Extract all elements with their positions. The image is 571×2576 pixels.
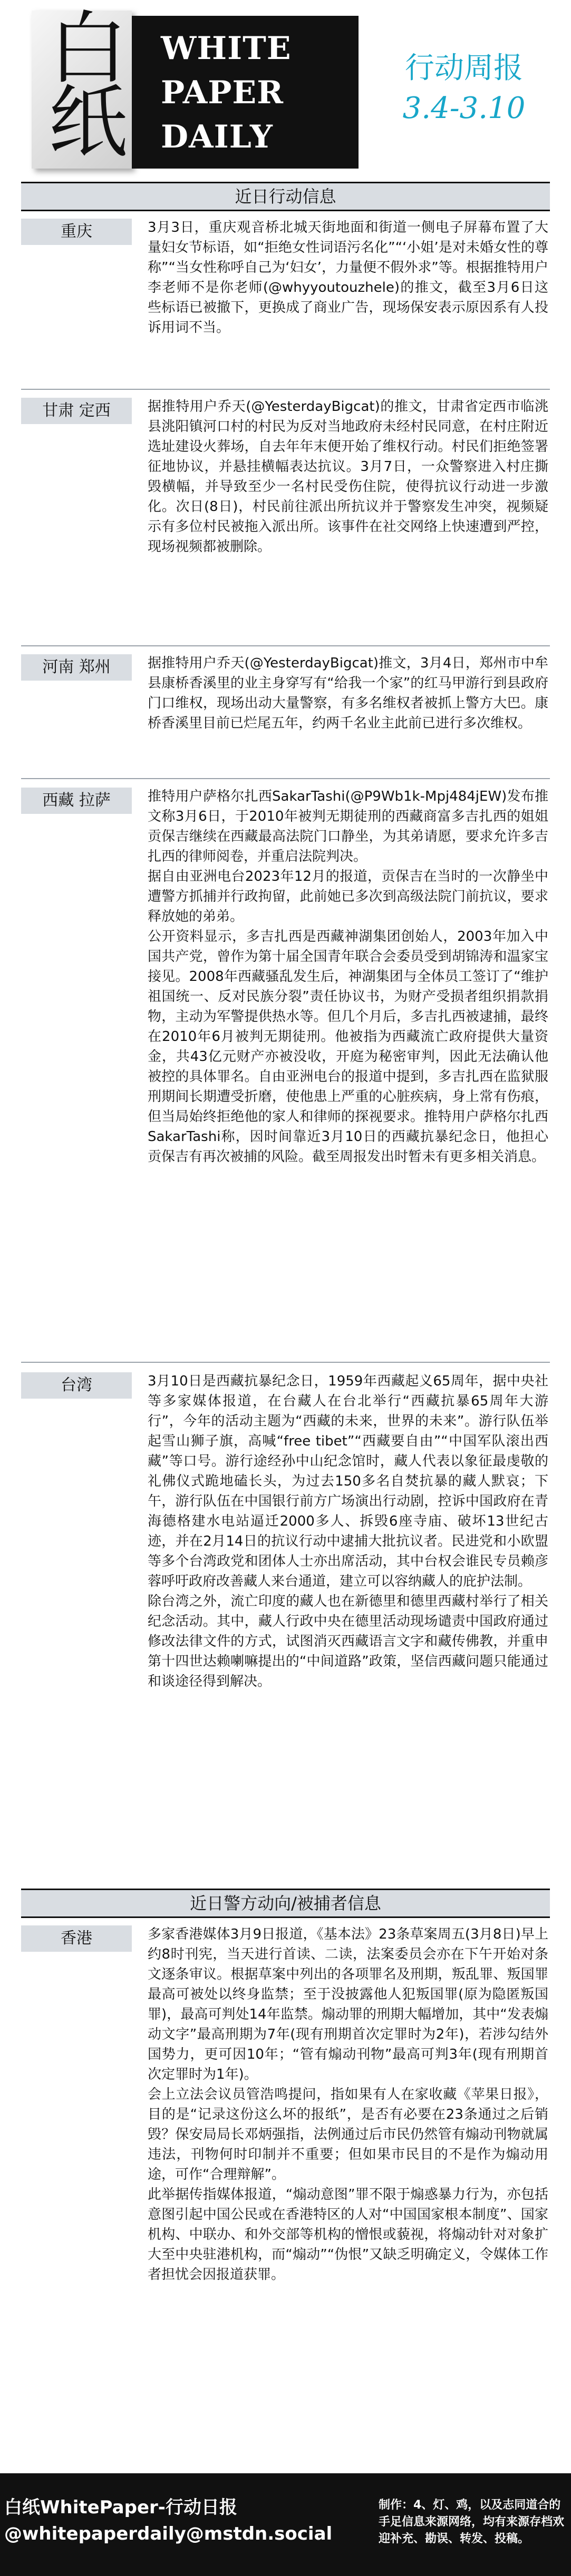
divider xyxy=(21,645,550,646)
location-label: 河南 郑州 xyxy=(21,654,132,681)
footer-handle: @whitepaperdaily@mstdn.social xyxy=(4,2523,333,2544)
report-date-range: 3.4-3.10 xyxy=(402,91,526,125)
logo-char-zhi: 纸 xyxy=(49,77,128,169)
paragraph: 据自由亚洲电台2023年12月的报道，贡保吉在当时的一次静坐中遭警方抓捕并行政拘留，此前她已多次到高级法院门前抗议，要求释放她的弟弟。 xyxy=(148,869,548,925)
entry-gansu-dingxi xyxy=(21,392,550,645)
entry-text xyxy=(148,653,548,733)
entry-tibet-lhasa xyxy=(21,782,550,1362)
divider xyxy=(21,389,550,390)
paragraph: 据推特用户乔天(@YesterdayBigcat)的推文，甘肃省定西市临洮县洮阳镇河口村的村民为反对当地政府未经村民同意，在村庄附近选址建设火葬场，自去年年末便开始了维权行动。村民们拒绝签署征地协议，并悬挂横幅表达抗议。3月7日，一众警察进入村庄撕毁横幅，并导致至少一名村民受伤住院，使得抗议行动进一步激化。次日(8日)，村民前往派出所抗议并于警察发生冲突，视频疑示有多位村民被拖入派出所。该事件在社交网络上快速遭到严控，现场视频都被删除。 xyxy=(148,399,548,555)
entry-chongqing xyxy=(21,213,550,385)
entry-text xyxy=(148,397,548,557)
paragraph: 据推特用户乔天(@YesterdayBigcat)推文，3月4日，郑州市中牟县康桥香溪里的业主身穿写有“给我一个家”的红马甲游行到县政府门口维权，现场出动大量警察，有多名维权者被抓上警方大巴。康桥香溪里目前已烂尾五年，约两千名业主此前已进行多次维权。 xyxy=(148,655,548,731)
paragraph: 3月3日，重庆观音桥北城天街地面和街道一侧电子屏幕布置了大量妇女节标语，如“拒绝女性词语污名化”“‘小姐’是对未婚女性的尊称”“当女性称呼自己为‘妇女’，力量便不假外求”等。根据推特用户李老师不是你老师(@whyyoutouzhele)的推文，截至3月6日这些标语已被撤下，更换成了商业广告，现场保安表示原因系有人投诉用词不当。 xyxy=(148,220,548,336)
paragraph: 除台湾之外，流亡印度的藏人也在新德里和德里西藏村举行了相关纪念活动。其中，藏人行政中央在德里活动现场谴责中国政府通过修改法律文件的方式，试图消灭西藏语言文字和藏传佛教，并重申第十四世达赖喇嘛提出的“中间道路”政策，坚信西藏问题只能通过和谈途径得到解决。 xyxy=(148,1594,548,1689)
entry-taiwan xyxy=(21,1367,550,1883)
entry-text xyxy=(148,1924,548,2285)
paragraph: 3月10日是西藏抗暴纪念日，1959年西藏起义65周年，据中央社等多家媒体报道，在台藏人在台北举行“西藏抗暴65周年大游行”，今年的活动主题为“西藏的未来，世界的未来”。游行队伍举起雪山狮子旗，高喊“free tibet”“西藏要自由”“中国军队滚出西藏”等口号。游行途经孙中山纪念馆时，藏人代表以象征最虔敬的礼佛仪式跪地磕长头，为过去150多名自焚抗暴的藏人默哀；下午，游行队伍在中国银行前方广场演出行动剧，控诉中国政府在青海德格建水电站逼迁2000多人、拆毁6座寺庙、破坏13世纪古迹，并在2月14日的抗议行动中逮捕大批抗议者。民进党和小欧盟等多个台湾政党和团体人士亦出席活动，其中台权会谁民专员赖彦蓉呼吁政府改善藏人来台通道，建立可以容纳藏人的庇护法制。 xyxy=(148,1373,548,1589)
location-label: 西藏 拉萨 xyxy=(21,788,132,814)
paragraph: 会上立法会议员管浩鸣提问，指如果有人在家收藏《苹果日报》，目的是“记录这份这么坏的报纸”，是否有必要在23条通过之后销毁？保安局局长邓炳强指，法例通过后市民仍然管有煽动刊物就属违法，刊物何时印制并不重要；但如果市民目的不是作为煽动用途，可作“合理辩解”。 xyxy=(148,2087,548,2182)
brand-word-daily: DAILY xyxy=(161,119,273,155)
logo-char-bai: 白 xyxy=(49,3,128,95)
entry-text xyxy=(148,1371,548,1692)
entry-henan-zhengzhou xyxy=(21,649,550,778)
location-label: 甘肃 定西 xyxy=(21,398,132,424)
report-title: 行动周报 xyxy=(405,51,523,85)
divider xyxy=(21,778,550,779)
paragraph: 公开资料显示，多吉扎西是西藏神湖集团创始人，2003年加入中国共产党，曾作为第十届全国青年联合会委员受到胡锦涛和温家宝接见。2008年西藏骚乱发生后，神湖集团与全体员工签订了“维护祖国统一、反对民族分裂”责任协议书，为财产受损者组织捐款捐物，主动为军警提供热水等。但几个月后，多吉扎西被逮捕，最终在2010年6月被判无期徒刑。他被指为西藏流亡政府提供大量资金，共43亿元财产亦被没收，开庭为秘密审判，因此无法确认他被控的具体罪名。自由亚洲电台的报道中提到，多吉扎西在监狱服刑期间长期遭受折磨，使他患上严重的心脏疾病，身上常有伤痕，但当局始终拒绝他的家人和律师的探视要求。推特用户萨格尔扎西SakarTashi称，因时间靠近3月10日的西藏抗暴纪念日，他担心贡保吉有再次被捕的风险。截至周报发出时暂未有更多相关消息。 xyxy=(148,929,548,1165)
paragraph: 此举据传指媒体报道，“煽动意图”罪不限于煽惑暴力行为，亦包括意图引起中国公民或在香港特区的人对“中国国家根本制度”、国家机构、中联办、和外交部等机构的憎恨或藐视，将煽动针对对象扩大至中央驻港机构，而“煽动”“伪恨”又缺乏明确定义，令媒体工作者担忧会因报道获罪。 xyxy=(148,2187,548,2283)
paragraph: 推特用户萨格尔扎西SakarTashi(@P9Wb1k-Mpj484jEW)发布推文称3月6日，于2010年被判无期徒刑的西藏商富多吉扎西的姐姐贡保吉继续在西藏最高法院门口静坐，为其弟请愿，要求允许多吉扎西的律师阅卷，并重启法院判决。 xyxy=(148,789,548,864)
section-title-actions: 近日行动信息 xyxy=(21,182,550,211)
entry-text xyxy=(148,786,548,1167)
brand-word-white: WHITE xyxy=(161,30,292,67)
footer-title: 白纸WhitePaper-行动日报 xyxy=(4,2497,237,2518)
masthead xyxy=(0,0,571,174)
section-title-police: 近日警方动向/被捕者信息 xyxy=(21,1889,550,1918)
brand-word-paper: PAPER xyxy=(161,74,284,111)
footer-credit: 制作：4、灯、鸡，以及志同道合的手足信息来源网络，均有来源存档欢迎补充、勘误、转发、投稿。 xyxy=(379,2499,565,2545)
location-label: 重庆 xyxy=(21,219,132,245)
location-label: 台湾 xyxy=(21,1372,132,1399)
location-label: 香港 xyxy=(21,1925,132,1952)
paragraph: 多家香港媒体3月9日报道，《基本法》23条草案周五(3月8日)早上约8时刊宪，当天进行首读、二读，法案委员会亦在下午开始对条文逐条审议。根据草案中列出的各项罪名及刑期，叛乱罪、叛国罪最高可被处以终身监禁；至于没披露他人犯叛国罪(原为隐匿叛国罪)，最高可判处14年监禁。煽动罪的刑期大幅增加，其中“发表煽动文字”最高刑期为7年(现有刑期首次定罪时为2年)，若涉勾结外国势力，更可因10年；“管有煽动刊物”最高可判3年(现有刑期首次定罪时为1年)。 xyxy=(148,1926,548,2082)
divider xyxy=(21,1362,550,1363)
entry-hong-kong xyxy=(21,1920,550,2468)
entry-text xyxy=(148,218,548,338)
